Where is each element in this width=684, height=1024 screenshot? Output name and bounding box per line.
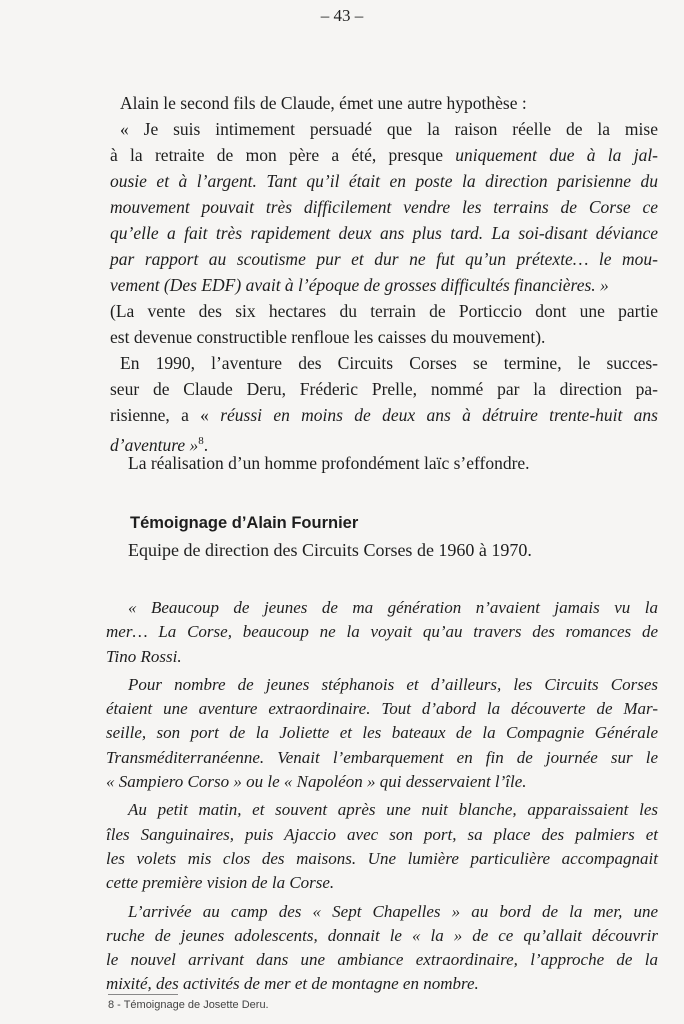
testimony-line: Au petit matin, et souvent après une nuit blanche, apparaissaient les [128, 800, 658, 820]
testimony-line: L’arrivée au camp des « Sept Chapelles » au bord de la mer, une [128, 901, 658, 921]
page-number: – 43 – [320, 6, 364, 25]
testimony-line: ruche de jeunes adolescents, donnait le « la » de ce qu’allait découvrir [106, 925, 658, 945]
testimony-line: mixité, des activités de mer et de montagne en nombre. [106, 974, 479, 994]
quote_lines-line: mouvement pouvait très difficilement vendre les terrains de Corse ce [110, 197, 658, 217]
testimony-line: Pour nombre de jeunes stéphanois et d’ailleurs, les Circuits Corses [128, 674, 658, 694]
intro-paragraph [110, 90, 658, 116]
testimony-line: seille, son port de la Joliette et les bateaux de la Compagnie Générale [106, 723, 658, 743]
quote_lines-line: est devenue constructible renfloue les caisses du mouvement). [110, 327, 546, 347]
quote-paragraph [110, 116, 658, 350]
quote_lines-line: à la retraite de mon père a été, presque uniquement due à la jal- [110, 145, 659, 165]
section-heading: Témoignage d’Alain Fournier [130, 514, 359, 532]
testimony-text [106, 596, 658, 997]
quote_lines-line: vement (Des EDF) avait à l’époque de grosses difficultés financières. » [110, 275, 609, 295]
para2_lines-line: En 1990, l’aventure des Circuits Corses se termine, le succes- [120, 353, 658, 373]
testimony-line: « Beaucoup de jeunes de ma génération n’avaient jamais vu la [128, 598, 658, 617]
quote_lines-line: « Je suis intimement persuadé que la raison réelle de la mise [120, 119, 658, 139]
footnote-reference: 8 [198, 435, 204, 447]
para2_lines-line: d’aventure »$^8$. [110, 434, 209, 455]
para2_lines-line: risienne, a « réussi en moins de deux ans à détruire trente-huit ans [110, 405, 658, 425]
collapse-paragraph [110, 450, 658, 476]
testimony-line: les volets mis clos des maisons. Une lumière particulière accompagnait [106, 848, 658, 868]
testimony-line: Transméditerranéenne. Venait l’embarquement en fin de journée sur le [106, 747, 658, 767]
footnote: 8 - Témoignage de Josette Deru. [108, 999, 269, 1011]
intro-line: Alain le second fils de Claude, émet une autre hypothèse : [120, 93, 527, 113]
testimony-line: le nouvel arrivant dans une ambiance extraordinaire, l’approche de la [106, 950, 658, 970]
testimony-line: étaient une aventure extraordinaire. Tout d’abord la découverte de Mar- [106, 699, 658, 719]
footnote-divider [108, 994, 178, 995]
testimony-line: îles Sanguinaires, puis Ajaccio avec son port, sa place des palmiers et [106, 824, 658, 844]
testimony-line: Tino Rossi. [106, 646, 182, 666]
collapse-line: La réalisation d’un homme profondément laïc s’effondre. [128, 453, 530, 473]
quote_lines-line: qu’elle a fait très rapidement deux ans plus tard. La soi-disant déviance [110, 223, 658, 243]
testimony-line: « Sampiero Corso » ou le « Napoléon » qui desservaient l’île. [106, 772, 527, 792]
testimony-line: mer… La Corse, beaucoup ne la voyait qu’au travers des romances de [106, 622, 658, 642]
section-subheading: Equipe de direction des Circuits Corses de 1960 à 1970. [128, 540, 532, 560]
quote_lines-line: (La vente des six hectares du terrain de Porticcio dont une partie [110, 301, 658, 321]
quote_lines-line: par rapport au scoutisme pur et dur ne fut qu’un prétexte… le mou- [110, 249, 658, 269]
quote_lines-line: ousie et à l’argent. Tant qu’il était en poste la direction parisienne du [110, 171, 658, 191]
closing-paragraph [110, 350, 658, 458]
para2_lines-line: seur de Claude Deru, Fréderic Prelle, nommé par la direction pa- [110, 379, 658, 399]
testimony-line: cette première vision de la Corse. [106, 873, 335, 893]
